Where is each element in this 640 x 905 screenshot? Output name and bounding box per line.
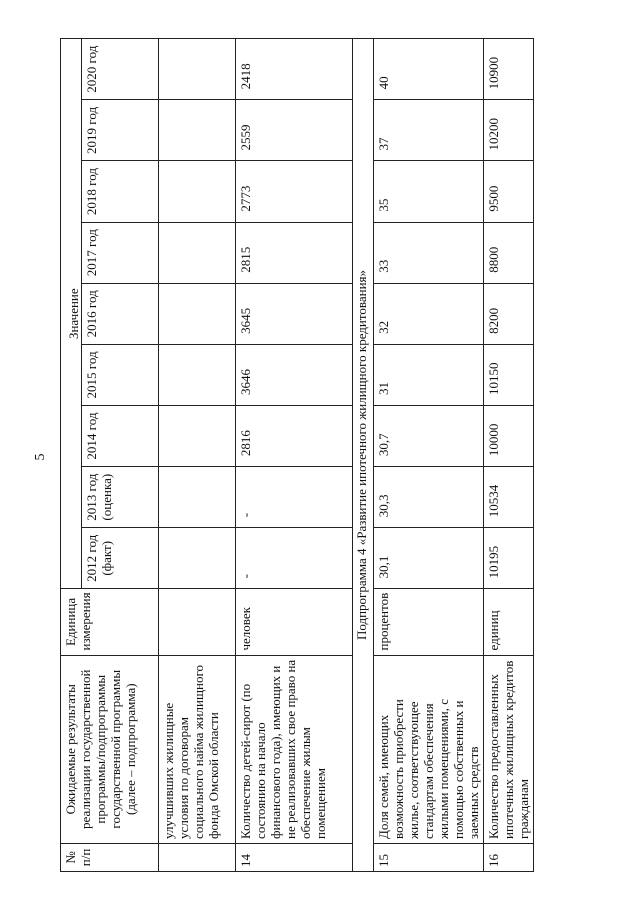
row-value: 8200 [484, 283, 534, 344]
row-value: 40 [374, 39, 484, 100]
row-value: 35 [374, 161, 484, 222]
header-year: 2015 год [82, 344, 159, 405]
header-year: 2018 год [82, 161, 159, 222]
row-num [159, 843, 236, 871]
header-num: № п/п [61, 843, 159, 871]
row-value: 2773 [236, 161, 353, 222]
header-desc: Ожидаемые результаты реализации государственной программы/подпрограммы государственной программы (далее – подпрограмма) [61, 655, 159, 843]
row-value: 10900 [484, 39, 534, 100]
row-value [159, 100, 236, 161]
row-value: 30,7 [374, 406, 484, 467]
row-value: 2418 [236, 39, 353, 100]
header-value: Значение [61, 39, 82, 589]
results-table [60, 38, 534, 872]
row-num: 16 [484, 843, 534, 871]
row-desc: улучшивших жилищные условия по договорам социального найма жилищного фонда Омской области [159, 655, 236, 843]
row-value: 10200 [484, 100, 534, 161]
header-year: 2020 год [82, 39, 159, 100]
header-year: 2019 год [82, 100, 159, 161]
row-value: 2816 [236, 406, 353, 467]
row-value [159, 528, 236, 589]
row-value: 2815 [236, 222, 353, 283]
row-value: 10000 [484, 406, 534, 467]
row-value: 8800 [484, 222, 534, 283]
row-value: 30,1 [374, 528, 484, 589]
row-value: 10195 [484, 528, 534, 589]
table-row [484, 39, 534, 872]
row-value: - [236, 528, 353, 589]
row-num: 15 [374, 843, 484, 871]
header-year: 2014 год [82, 406, 159, 467]
row-value [159, 283, 236, 344]
row-value [159, 344, 236, 405]
row-value [159, 161, 236, 222]
row-value [159, 406, 236, 467]
row-value: 32 [374, 283, 484, 344]
row-unit: человек [236, 589, 353, 655]
header-year: 2013 год (оценка) [82, 467, 159, 528]
row-value: 10150 [484, 344, 534, 405]
subprogram-title: Подпрограмма 4 «Развитие ипотечного жилищного кредитования» [353, 39, 374, 872]
row-value: 37 [374, 100, 484, 161]
row-value [159, 222, 236, 283]
row-value: 31 [374, 344, 484, 405]
rotated-table-wrapper [60, 38, 536, 872]
row-value: 2559 [236, 100, 353, 161]
header-year: 2017 год [82, 222, 159, 283]
row-value [159, 467, 236, 528]
row-value: - [236, 467, 353, 528]
row-unit [159, 589, 236, 655]
row-value: 10534 [484, 467, 534, 528]
row-value: 33 [374, 222, 484, 283]
row-value: 30,3 [374, 467, 484, 528]
table-row [159, 39, 236, 872]
row-desc: Количество детей-сирот (по состоянию на начало финансового года), имеющих и не реализовавших свое право на обеспечение жилым помещением [236, 655, 353, 843]
row-unit: единиц [484, 589, 534, 655]
row-num: 14 [236, 843, 353, 871]
row-value: 3645 [236, 283, 353, 344]
row-unit: процентов [374, 589, 484, 655]
table-row [236, 39, 353, 872]
row-value: 9500 [484, 161, 534, 222]
row-value [159, 39, 236, 100]
table-row [374, 39, 484, 872]
row-desc: Количество предоставленных ипотечных жилищных кредитов гражданам [484, 655, 534, 843]
row-desc: Доля семей, имеющих возможность приобрести жилье, соответствующее стандартам обеспечения жилыми помещениями, с помощью собственных и заемных средств [374, 655, 484, 843]
header-unit: Единица измерения [61, 589, 159, 655]
row-value: 3646 [236, 344, 353, 405]
page-number: 5 [33, 453, 48, 461]
header-year: 2012 год (факт) [82, 528, 159, 589]
header-year: 2016 год [82, 283, 159, 344]
subprogram-row [353, 39, 374, 872]
